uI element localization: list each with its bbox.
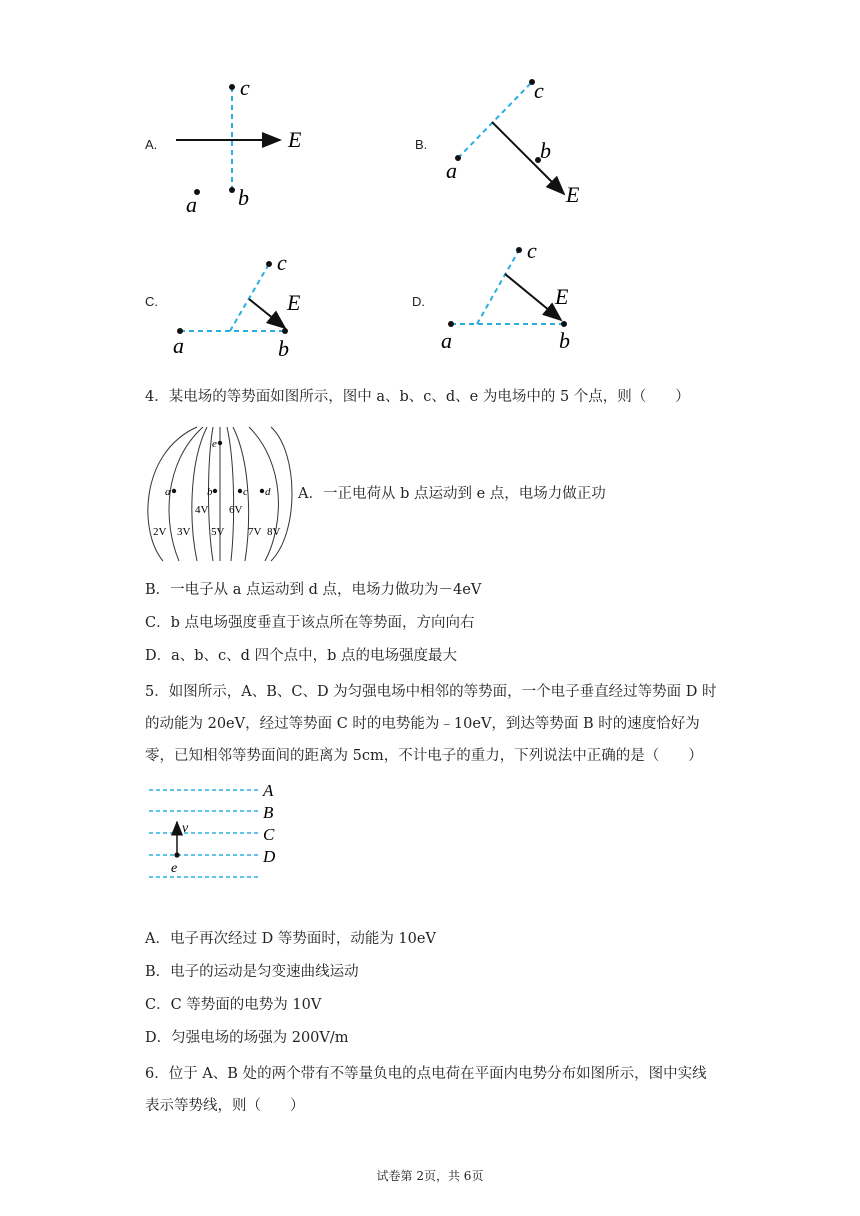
option-a-label: A. xyxy=(145,137,158,152)
potential-2v: 2V xyxy=(153,526,167,538)
label-b: b xyxy=(278,336,289,361)
label-a: a xyxy=(446,158,457,183)
option-c-label: C. xyxy=(145,294,158,309)
label-c: c xyxy=(240,75,250,100)
q5-option-d: D．匀强电场的场强为 200V/m xyxy=(145,1030,349,1046)
q5-stem: 5．如图所示，A、B、C、D 为匀强电场中相邻的等势面，一个电子垂直经过等势面 D 时的动能为 20eV，经过等势面 C 时的电势能为﹣10eV，到达等势面 B 时的速度恰好为零，已知相邻等势面间的距离为 5cm，不计电子的重力，下列说法中正确的是（ ） xyxy=(145,684,717,764)
q4-option-d: D．a、b、c、d 四个点中，b 点的电场强度最大 xyxy=(145,648,457,664)
label-a: a xyxy=(186,192,197,217)
page-footer: 试卷第 2页，共 6页 xyxy=(376,1169,484,1183)
plane-C: C xyxy=(263,825,275,844)
q4-option-b: B．一电子从 a 点运动到 d 点，电场力做功为－4eV xyxy=(145,582,482,598)
label-E: E xyxy=(555,284,569,309)
option-d-label: D. xyxy=(412,294,425,309)
potential-7v: 7V xyxy=(248,526,262,538)
option-b-label: B. xyxy=(415,137,428,152)
label-E: E xyxy=(566,182,580,207)
q5-option-a: A．电子再次经过 D 等势面时，动能为 10eV xyxy=(145,931,436,947)
plane-A: A xyxy=(263,781,274,800)
velocity-v: v xyxy=(182,821,189,836)
potential-6v: 6V xyxy=(229,504,243,516)
point-d: d xyxy=(265,486,271,498)
label-c: c xyxy=(277,250,287,275)
electron-e: e xyxy=(171,861,178,876)
potential-4v: 4V xyxy=(195,504,209,516)
q4-stem: 4．某电场的等势面如图所示，图中 a、b、c、d、e 为电场中的 5 个点，则（ ） xyxy=(145,389,690,405)
figure-option-d xyxy=(437,238,597,356)
point-e: e xyxy=(212,438,217,450)
point-c: c xyxy=(243,486,248,498)
potential-5v: 5V xyxy=(211,526,225,538)
q6-stem: 6．位于 A、B 处的两个带有不等量负电的点电荷在平面内电势分布如图所示，图中实线表示等势线，则（ ） xyxy=(145,1066,707,1114)
plane-B: B xyxy=(263,803,274,822)
plane-D: D xyxy=(263,847,276,866)
label-a: a xyxy=(441,328,452,353)
label-c: c xyxy=(527,238,537,263)
figure-option-b xyxy=(440,70,600,210)
label-E: E xyxy=(287,290,301,315)
q5-option-c: C．C 等势面的电势为 10V xyxy=(145,997,322,1013)
figure-option-c xyxy=(165,248,325,363)
label-b: b xyxy=(559,328,570,353)
q4-option-a: A．一正电荷从 b 点运动到 e 点，电场力做正功 xyxy=(298,486,606,502)
label-b: b xyxy=(238,185,249,210)
point-a: a xyxy=(165,486,171,498)
q5-option-b: B．电子的运动是匀变速曲线运动 xyxy=(145,964,359,980)
point-b: b xyxy=(207,486,213,498)
potential-8v: 8V xyxy=(267,526,281,538)
figure-option-a xyxy=(170,75,320,220)
potential-3v: 3V xyxy=(177,526,191,538)
label-b: b xyxy=(540,138,551,163)
label-E: E xyxy=(288,127,302,152)
q5-figure xyxy=(145,778,285,884)
q4-equipotential-figure xyxy=(145,423,297,565)
q4-option-c: C．b 点电场强度垂直于该点所在等势面，方向向右 xyxy=(145,615,475,631)
label-a: a xyxy=(173,333,184,358)
label-c: c xyxy=(534,78,544,103)
